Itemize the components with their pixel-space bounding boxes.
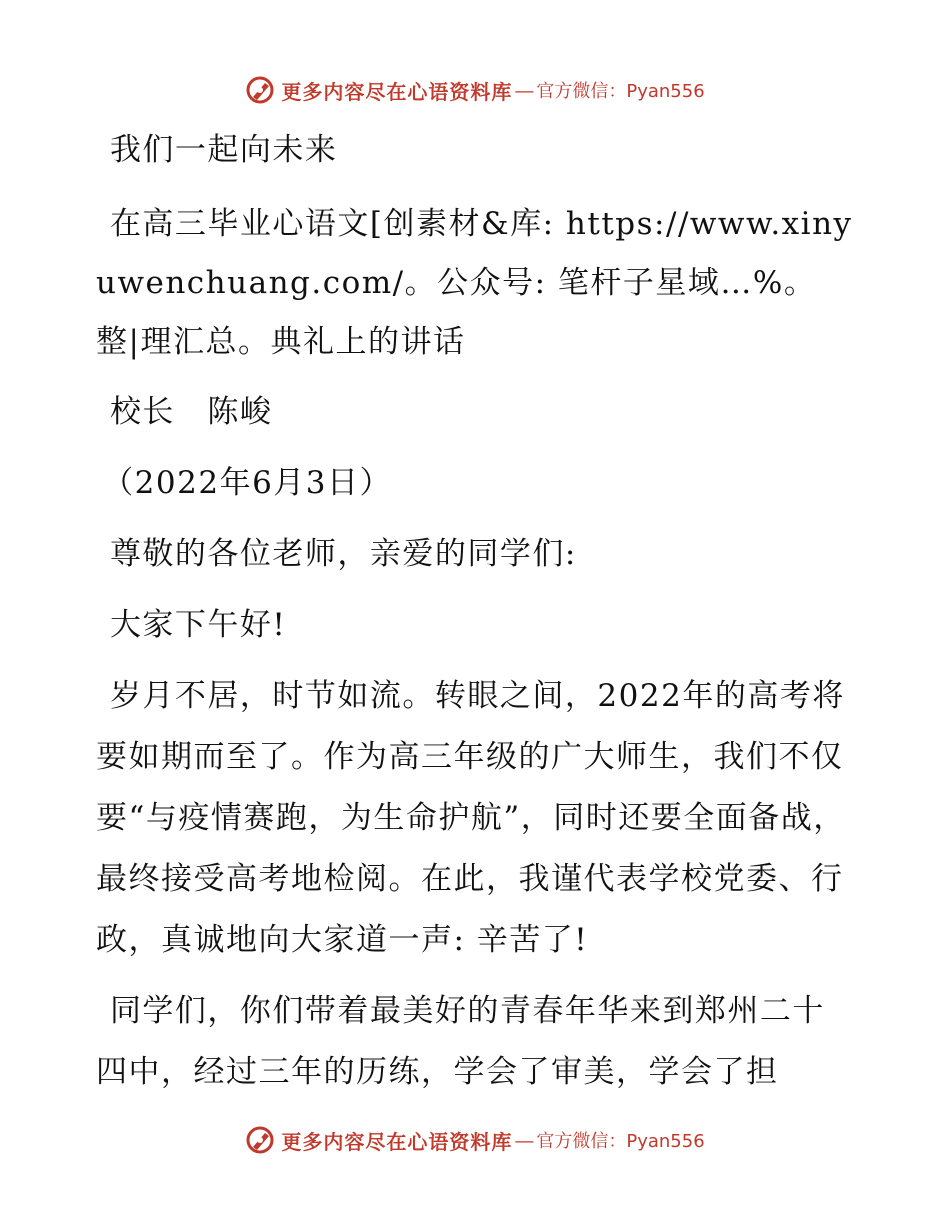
speech-date: （2022年6月3日） [102,465,393,501]
speech-title: 我们一起向未来 [109,132,338,168]
footer-watermark-banner [0,1120,950,1160]
paragraph-2: 同学们，你们带着最美好的青春年华来到郑州二十四中，经过三年的历练，学会了审美，学会了担 [96,993,825,1090]
banner-main-text: 更多内容尽在心语资料库 [281,1129,513,1154]
salutation: 尊敬的各位老师，亲爱的同学们: [109,536,577,572]
banner-dash: — [514,1128,535,1152]
greeting: 大家下午好! [109,607,287,643]
speaker-line: 校长 陈峻 [109,394,273,430]
header-watermark-banner [0,70,950,110]
paragraph-1: 岁月不居，时节如流。转眼之间，2022年的高考将要如期而至了。作为高三年级的广大师生，我们不仅要“与疫情赛跑，为生命护航”，同时还要全面备战，最终接受高考地检阅。在此，我谨代表学校党委、行政，真诚地向大家道一声: 辛苦了! [96,678,846,958]
banner-main-text: 更多内容尽在心语资料库 [281,79,513,104]
banner-sub-text: 官方微信：Pyan556 [536,81,705,102]
speech-occasion: 在高三毕业心语文[创素材&库: https://www.xinyuwenchuang.com/。公众号: 笔杆子星域…%。整|理汇总。典礼上的讲话 [96,206,853,360]
document-body [96,120,856,1103]
banner-sub-text: 官方微信：Pyan556 [536,1131,705,1152]
pen-logo-icon [245,75,275,105]
banner-dash: — [514,78,535,102]
pen-logo-icon [245,1125,275,1155]
